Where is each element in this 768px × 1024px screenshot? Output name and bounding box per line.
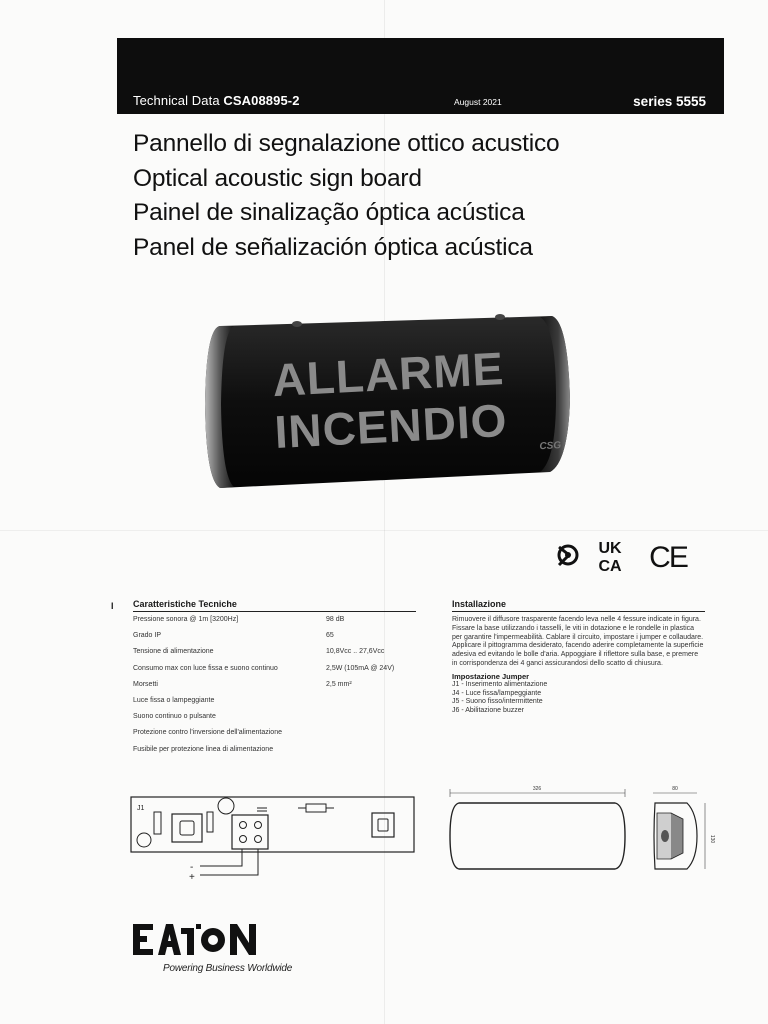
- spec-value: 2,5W (105mA @ 24V): [326, 664, 395, 672]
- circuit-board-diagram: [130, 790, 416, 890]
- spec-row: [133, 644, 416, 660]
- height-dimension: 130: [709, 834, 715, 844]
- depth-dimension: 80: [672, 786, 678, 792]
- fuse-icon: [306, 804, 326, 812]
- ukca-mark-icon: [598, 540, 622, 575]
- wire-positive: [200, 849, 258, 875]
- doc-code: CSA08895-2: [223, 93, 300, 108]
- product-clip: [292, 321, 302, 327]
- specs-title: Caratteristiche Tecniche: [133, 599, 416, 612]
- title-english: Optical acoustic sign board: [133, 164, 422, 192]
- spec-label: Consumo max con luce fissa e suono continuo: [133, 664, 278, 672]
- installation-title: Installazione: [452, 599, 705, 612]
- capacitor-icon: [137, 833, 151, 847]
- spec-value: 65: [326, 632, 334, 640]
- title-spanish: Panel de señalización óptica acústica: [133, 233, 533, 261]
- product-clip: [495, 314, 505, 320]
- doc-type: Technical Data: [133, 93, 220, 108]
- spec-value: 10,8Vcc .. 27,6Vcc: [326, 648, 385, 656]
- spec-value: 98 dB: [326, 616, 345, 623]
- spec-label: Luce fissa o lampeggiante: [133, 696, 215, 704]
- spec-row: [133, 612, 416, 628]
- spec-row: [133, 709, 416, 725]
- svg-text:UK: UK: [598, 540, 622, 557]
- sign-text-line1: ALLARME: [271, 342, 506, 407]
- series-label: series 5555: [633, 94, 706, 109]
- resistor-icon: [207, 812, 213, 832]
- title-portuguese: Painel de sinalização óptica acústica: [133, 199, 525, 226]
- jumper-title: Impostazione Jumper: [452, 671, 530, 681]
- brand-mark: CSG: [539, 440, 562, 453]
- doc-date: August 2021: [454, 97, 502, 107]
- resistor-icon: [154, 812, 161, 834]
- paper-fold-horizontal: [0, 530, 768, 531]
- spec-label: Protezione contro l'inversione dell'alimentazione: [133, 729, 282, 737]
- spec-value: 2,5 mm²: [326, 680, 352, 688]
- header-bar: [117, 38, 724, 114]
- tagline: Powering Business Worldwide: [163, 963, 293, 974]
- width-dimension: 326: [532, 786, 542, 792]
- svg-text:CA: CA: [598, 558, 622, 575]
- spec-row: [133, 628, 416, 644]
- spec-label: Morsetti: [133, 680, 158, 688]
- svg-text:CE: CE: [649, 541, 687, 574]
- spec-row: [133, 677, 416, 693]
- housing-front-outline: [450, 803, 625, 869]
- plus-label: +: [189, 872, 195, 883]
- jumper-item: J6 - Abilitazione buzzer: [452, 707, 524, 715]
- jumper-item: J5 - Suono fisso/intermittente: [452, 698, 543, 706]
- specs-table: [133, 599, 416, 758]
- jumper-item: J1 - Inserimento alimentazione: [452, 680, 548, 688]
- eaton-logo: [132, 918, 272, 958]
- italian-cert-icon: [559, 546, 577, 565]
- spec-row: [133, 742, 416, 758]
- spec-row: [133, 693, 416, 709]
- spec-label: Suono continuo o pulsante: [133, 713, 216, 721]
- spec-label: Grado IP: [133, 632, 162, 640]
- front-view-diagram: [445, 783, 630, 873]
- jumper-label: J1: [137, 805, 145, 812]
- title-block: [133, 127, 559, 265]
- language-marker: I: [111, 601, 114, 611]
- spec-label: Tensione di alimentazione: [133, 648, 214, 656]
- led-socket-icon: [172, 814, 202, 842]
- led-socket-icon: [372, 813, 394, 837]
- side-view-diagram: [645, 783, 715, 878]
- spec-row: [133, 725, 416, 741]
- title-italian: Pannello di segnalazione ottico acustico: [133, 130, 560, 157]
- product-image: [200, 312, 580, 497]
- ce-mark-icon: [649, 541, 688, 574]
- buzzer-icon: [218, 798, 234, 814]
- spec-row: [133, 661, 416, 677]
- jumper-item: J4 - Luce fissa/lampeggiante: [452, 689, 542, 697]
- certification-marks: [555, 535, 695, 575]
- minus-label: -: [190, 862, 194, 873]
- doc-reference: [133, 93, 300, 108]
- terminal-block: [232, 815, 268, 849]
- spec-label: Fusibile per protezione linea di alimentazione: [133, 745, 274, 753]
- sign-text-line2: INCENDIO: [273, 393, 509, 459]
- spec-label: Pressione sonora @ 1m [3200Hz]: [133, 616, 239, 623]
- installation-text: Rimuovere il diffusore trasparente facendo leva nelle 4 fessure indicate in figura. Fissare la base utilizzando i tasselli, le viti in dotazione e le rondelle in plastica per garantire l'impermeabilità. Cablare il circuito, impostare i jumper e collaudare. Applicare il pittogramma desiderato, facendo aderire completamente la superficie adesiva ed evitando le bolle d'aria. Appoggiare il riflettore sulla base, e premere in corrispondenza dei 4 ganci assicurandosi dello scatto di chiusura.: [452, 616, 704, 667]
- installation-section: [452, 599, 705, 716]
